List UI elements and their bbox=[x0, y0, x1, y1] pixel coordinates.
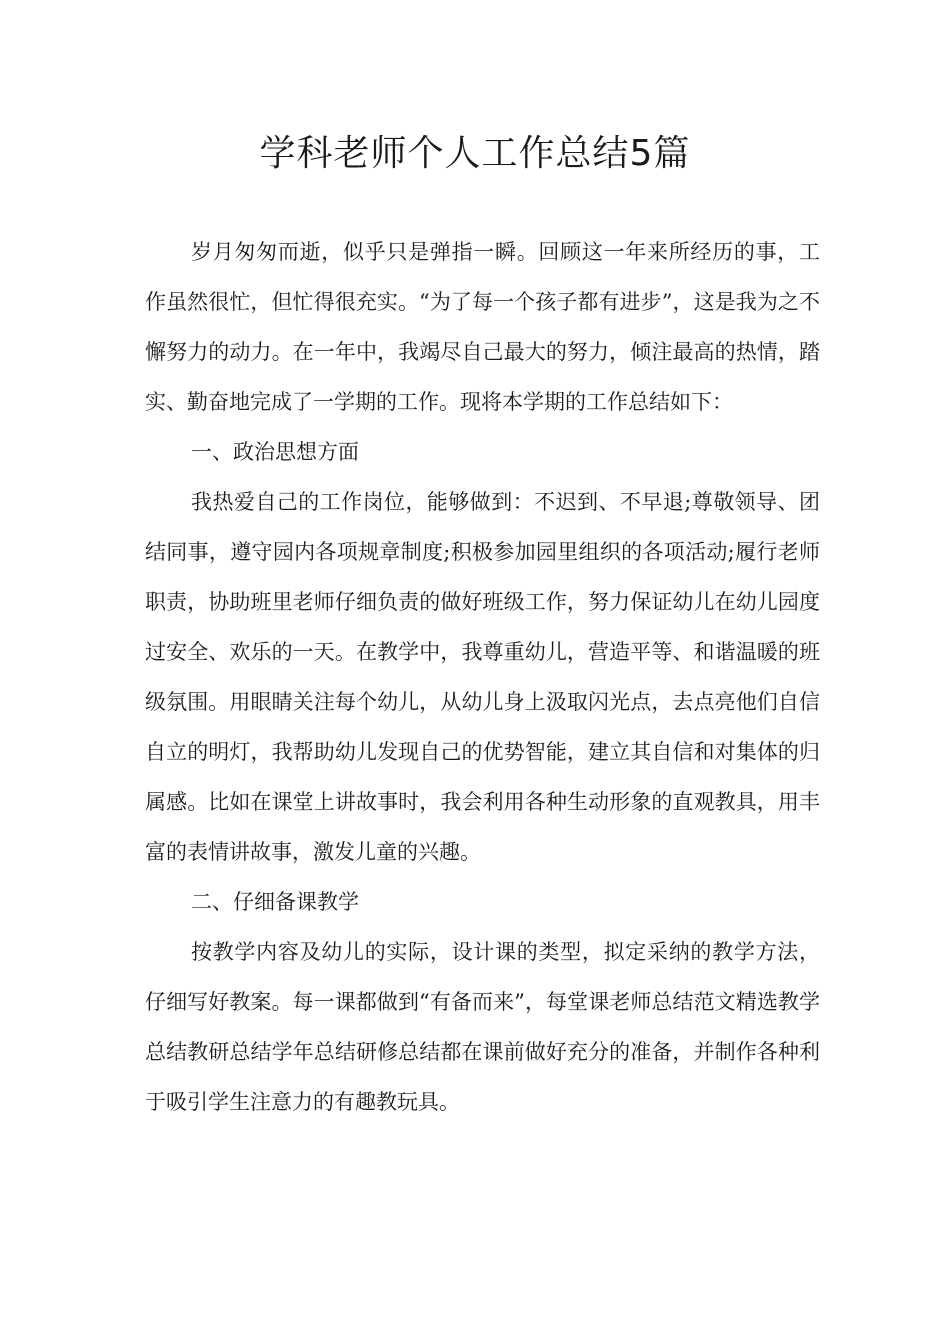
paragraph-intro: 岁月匆匆而逝，似乎只是弹指一瞬。回顾这一年来所经历的事，工作虽然很忙，但忙得很充实。“为了每一个孩子都有进步”，这是我为之不懈努力的动力。在一年中，我竭尽自己最大的努力，倾注最高的热情，踏实、勤奋地完成了一学期的工作。现将本学期的工作总结如下： bbox=[145, 240, 820, 414]
paragraph-lesson-prep: 按教学内容及幼儿的实际，设计课的类型，拟定采纳的教学方法，仔细写好教案。每一课都做到“有备而来”，每堂课老师总结范文精选教学总结教研总结学年总结研修总结都在课前做好充分的准备，并制作各种利于吸引学生注意力的有趣教玩具。 bbox=[145, 940, 820, 1114]
paragraph-politics: 我热爱自己的工作岗位，能够做到：不迟到、不早退;尊敬领导、团结同事，遵守园内各项规章制度;积极参加园里组织的各项活动;履行老师职责，协助班里老师仔细负责的做好班级工作，努力保证幼儿在幼儿园度过安全、欢乐的一天。在教学中，我尊重幼儿，营造平等、和谐温暖的班级氛围。用眼睛关注每个幼儿，从幼儿身上汲取闪光点，去点亮他们自信自立的明灯，我帮助幼儿发现自己的优势智能，建立其自信和对集体的归属感。比如在课堂上讲故事时，我会利用各种生动形象的直观教具，用丰富的表情讲故事，激发儿童的兴趣。 bbox=[145, 490, 820, 864]
document-body bbox=[145, 227, 820, 1127]
section-heading-politics: 一、政治思想方面 bbox=[191, 440, 359, 464]
section-heading-lesson-prep: 二、仔细备课教学 bbox=[191, 890, 359, 914]
document-title: 学科老师个人工作总结5篇 bbox=[259, 133, 691, 174]
